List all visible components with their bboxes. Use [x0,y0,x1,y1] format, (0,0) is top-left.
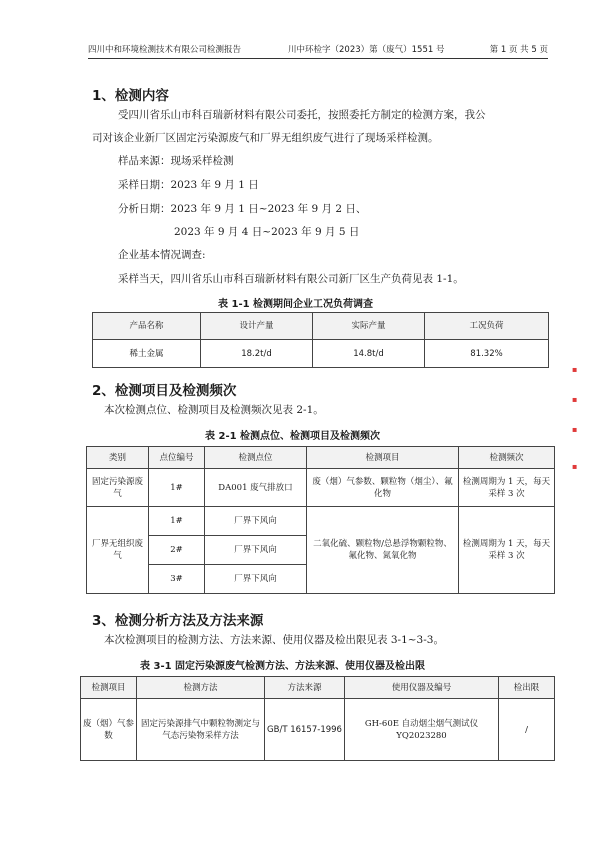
table-2-frequency: 检测周期为 1 天，每天采样 3 次 [459,507,555,594]
table-1-cell: 18.2t/d [201,340,313,368]
analysis-date-1: 分析日期：2023 年 9 月 1 日~2023 年 9 月 2 日、 [118,203,367,215]
table-2-category: 固定污染源废气 [87,469,149,507]
section-1-title: 1、检测内容 [92,88,169,104]
table-2-items: 二氧化硫、颗粒物/总悬浮物颗粒物、氟化物、氮氧化物 [307,507,459,594]
table-2-items: 废（烟）气参数、颗粒物（烟尘）、氟化物 [307,469,459,507]
table-1-header: 实际产量 [313,313,425,340]
table-2-point-no: 2# [149,536,205,565]
table-3-methods [80,676,555,761]
table-3-source: GB/T 16157-1996 [265,699,345,761]
table-2-location: 厂界下风向 [205,536,307,565]
table-2-header: 点位编号 [149,447,205,469]
table-3-caption: 表 3-1 固定污染源废气检测方法、方法来源、使用仪器及检出限 [140,661,426,672]
intro-line-2: 司对该企业新厂区固定污染源废气和厂界无组织废气进行了现场采样检测。 [92,132,439,144]
table-1-header: 工况负荷 [425,313,549,340]
table-2-category: 厂界无组织废气 [87,507,149,594]
basic-info-label: 企业基本情况调查: [118,249,206,261]
table-2-header: 检测项目 [307,447,459,469]
table-2-point-no: 1# [149,507,205,536]
table-1-header: 产品名称 [93,313,201,340]
table-2-location: 厂界下风向 [205,507,307,536]
section-2-intro: 本次检测点位、检测项目及检测频次见表 2-1。 [104,404,324,416]
seam-stamp-mark: ▪ [572,425,578,434]
table-1-workload [92,312,549,368]
table-1-cell: 稀土金属 [93,340,201,368]
table-3-header: 方法来源 [265,677,345,699]
table-1-cell: 81.32% [425,340,549,368]
section-2-title: 2、检测项目及检测频次 [92,383,237,399]
analysis-date-2: 2023 年 9 月 4 日~2023 年 9 月 5 日 [174,226,360,238]
sample-source: 样品来源：现场采样检测 [118,155,234,167]
sampling-date: 采样日期：2023 年 9 月 1 日 [118,179,259,191]
table-3-method: 固定污染源排气中颗粒物测定与气态污染物采样方法 [137,699,265,761]
table-2-items-frequency [86,446,555,594]
table-2-point-no: 1# [149,469,205,507]
page-header [88,40,548,59]
table-2-header: 类别 [87,447,149,469]
production-note: 采样当天，四川省乐山市科百瑞新材料有限公司新厂区生产负荷见表 1-1。 [118,273,464,285]
header-report-no: 川中环检字（2023）第（废气）1551 号 [288,45,445,55]
table-3-header: 检测项目 [81,677,137,699]
table-3-instrument-no: YQ2023280 [396,730,447,741]
table-3-header: 检测方法 [137,677,265,699]
table-2-point-no: 3# [149,565,205,594]
table-1-caption: 表 1-1 检测期间企业工况负荷调查 [218,299,374,310]
table-3-instrument-name: GH-60E 自动烟尘烟气测试仪 [364,718,479,729]
header-page-number: 第 1 页 共 5 页 [489,45,548,55]
intro-line-1: 受四川省乐山市科百瑞新材料有限公司委托，按照委托方制定的检测方案，我公 [118,109,486,121]
table-2-header: 检测点位 [205,447,307,469]
table-3-limit: / [499,699,555,761]
table-2-location: 厂界下风向 [205,565,307,594]
table-3-header: 检出限 [499,677,555,699]
table-1-header: 设计产量 [201,313,313,340]
section-3-intro: 本次检测项目的检测方法、方法来源、使用仪器及检出限见表 3-1~3-3。 [104,634,444,646]
table-3-instrument [345,699,499,761]
seam-stamp-mark: ▪ [572,365,578,374]
seam-stamp-mark: ▪ [572,462,578,471]
header-company: 四川中和环境检测技术有限公司检测报告 [88,45,242,55]
seam-stamp-mark: ▪ [572,395,578,404]
table-2-header: 检测频次 [459,447,555,469]
table-2-location: DA001 废气排放口 [205,469,307,507]
table-2-frequency: 检测周期为 1 天，每天采样 3 次 [459,469,555,507]
section-3-title: 3、检测分析方法及方法来源 [92,613,264,629]
table-3-header: 使用仪器及编号 [345,677,499,699]
table-2-caption: 表 2-1 检测点位、检测项目及检测频次 [205,431,381,442]
table-3-item: 废（烟）气参数 [81,699,137,761]
table-1-cell: 14.8t/d [313,340,425,368]
